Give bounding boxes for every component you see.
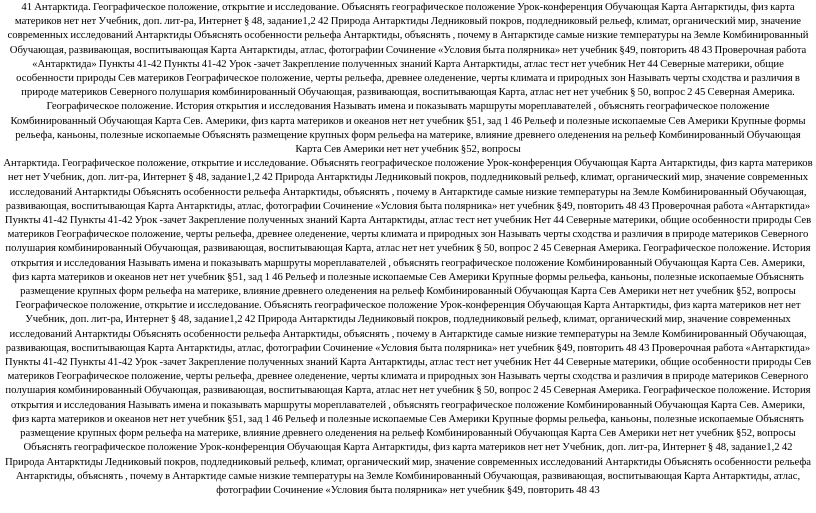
paragraph-4: Объяснять географическое положение Урок-конференция Обучающая Карта Антарктиды, физ карта материков нет нет Учебник, доп. лит-ра, Интернет § 48, задание1,2 42 Природа Антарктиды Ледниковый покров, подледниковый рельеф, климат, органический мир, значение современных исследований Антарктиды Объяснять особенности рельефа Антарктиды, объяснять , почему в Антарктиде самые низкие температуры на Земле Комбинированный Обучающая, развивающая, воспитывающая Карта Антарктиды, атлас, фотографии Сочинение «Условия быта полярника» нет учебник §49, повторить 48 43 [4,441,812,496]
paragraph-3: Географическое положение, открытие и исследование. Объяснять географическое положение Урок-конференция Обучающая Карта Антарктиды, физ карта материков нет нет Учебник, доп. лит-ра, Интернет § 48, задание1,2 42 Природа Антарктиды Ледниковый покров, подледниковый рельеф, климат, органический мир, значение современных исследований Антарктиды Объяснять особенности рельефа Антарктиды, объяснять , почему в Антарктиде самые низкие температуры на Земле Комбинированный Обучающая, развивающая, воспитывающая Карта Антарктиды, атлас, фотографии Сочинение «Условия быта полярника» нет учебник §49, повторить 48 43 Проверочная работа «Антарктида» Пункты 41-42 Пункты 41-42 Урок -зачет Закрепление полученных знаний Карта Антарктиды, атлас тест нет учебник Нет 44 Северные материки, общие особенности природы Сев материков Географическое положение, черты рельефа, древнее оледенение, черты климата и природных зон Называть черты сходства и различия в природе материков Северного полушария комбинированный Обучающая, развивающая, воспитывающая Карта, атлас нет нет учебник § 50, вопрос 2 45 Северная Америка. Географическое положение. История открытия и исследования Называть имена и показывать маршруты мореплавателей , объяснять географическое положение Комбинированный Обучающая Карта Сев. Америки, физ карта материков и океанов нет нет учебник §51, зад 1 46 Рельеф и полезные ископаемые Сев Америки Крупные формы рельефа, каньоны, полезные ископаемые Объяснять размещение крупных форм рельефа на материке, влияние древнего оледенения на рельеф Комбинированный Обучающая Карта Сев Америки нет нет учебник §52, вопросы [4,299,812,440]
paragraph-1: 41 Антарктида. Географическое положение, открытие и исследование. Объяснять географическое положение Урок-конференция Обучающая Карта Антарктиды, физ карта материков нет нет Учебник, доп. лит-ра, Интернет § 48, задание1,2 42 Природа Антарктиды Ледниковый покров, подледниковый рельеф, климат, органический мир, значение современных исследований Антарктиды Объяснять особенности рельефа Антарктиды, объяснять , почему в Антарктиде самые низкие температуры на Земле Комбинированный Обучающая, развивающая, воспитывающая Карта Антарктиды, атлас, фотографии Сочинение «Условия быта полярника» нет учебник §49, повторить 48 43 Проверочная работа «Антарктида» Пункты 41-42 Пункты 41-42 Урок -зачет Закрепление полученных знаний Карта Антарктиды, атлас тест нет учебник Нет 44 Северные материки, общие особенности природы Сев материков Географическое положение, черты рельефа, древнее оледенение, черты климата и природных зон Называть черты сходства и различия в природе материков Северного полушария комбинированный Обучающая, развивающая, воспитывающая Карта, атлас нет нет учебник § 50, вопрос 2 45 Северная Америка. Географическое положение. История открытия и исследования Называть имена и показывать маршруты мореплавателей , объяснять географическое положение Комбинированный Обучающая Карта Сев. Америки, физ карта материков и океанов нет нет учебник §51, зад 1 46 Рельеф и полезные ископаемые Сев Америки Крупные формы рельефа, каньоны, полезные ископаемые Объяснять размещение крупных форм рельефа на материке, влияние древнего оледенения на рельеф Комбинированный Обучающая Карта Сев Америки нет нет учебник §52, вопросы [7,1,809,156]
paragraph-2: Антарктида. Географическое положение, открытие и исследование. Объяснять географическое положение Урок-конференция Обучающая Карта Антарктиды, физ карта материков нет нет Учебник, доп. лит-ра, Интернет § 48, задание1,2 42 Природа Антарктиды Ледниковый покров, подледниковый рельеф, климат, органический мир, значение современных исследований Антарктиды Объяснять особенности рельефа Антарктиды, объяснять , почему в Антарктиде самые низкие температуры на Земле Комбинированный Обучающая, развивающая, воспитывающая Карта Антарктиды, атлас, фотографии Сочинение «Условия быта полярника» нет учебник §49, повторить 48 43 Проверочная работа «Антарктида» Пункты 41-42 Пункты 41-42 Урок -зачет Закрепление полученных знаний Карта Антарктиды, атлас тест нет учебник Нет 44 Северные материки, общие особенности природы Сев материков Географическое положение, черты рельефа, древнее оледенение, черты климата и природных зон Называть черты сходства и различия в природе материков Северного полушария комбинированный Обучающая, развивающая, воспитывающая Карта, атлас нет нет учебник § 50, вопрос 2 45 Северная Америка. Географическое положение. История открытия и исследования Называть имена и показывать маршруты мореплавателей , объяснять географическое положение Комбинированный Обучающая Карта Сев. Америки, физ карта материков и океанов нет нет учебник §51, зад 1 46 Рельеф и полезные ископаемые Сев Америки Крупные формы рельефа, каньоны, полезные ископаемые Объяснять размещение крупных форм рельефа на материке, влияние древнего оледенения на рельеф Комбинированный Обучающая Карта Сев Америки нет нет учебник §52, вопросы [3,157,813,298]
